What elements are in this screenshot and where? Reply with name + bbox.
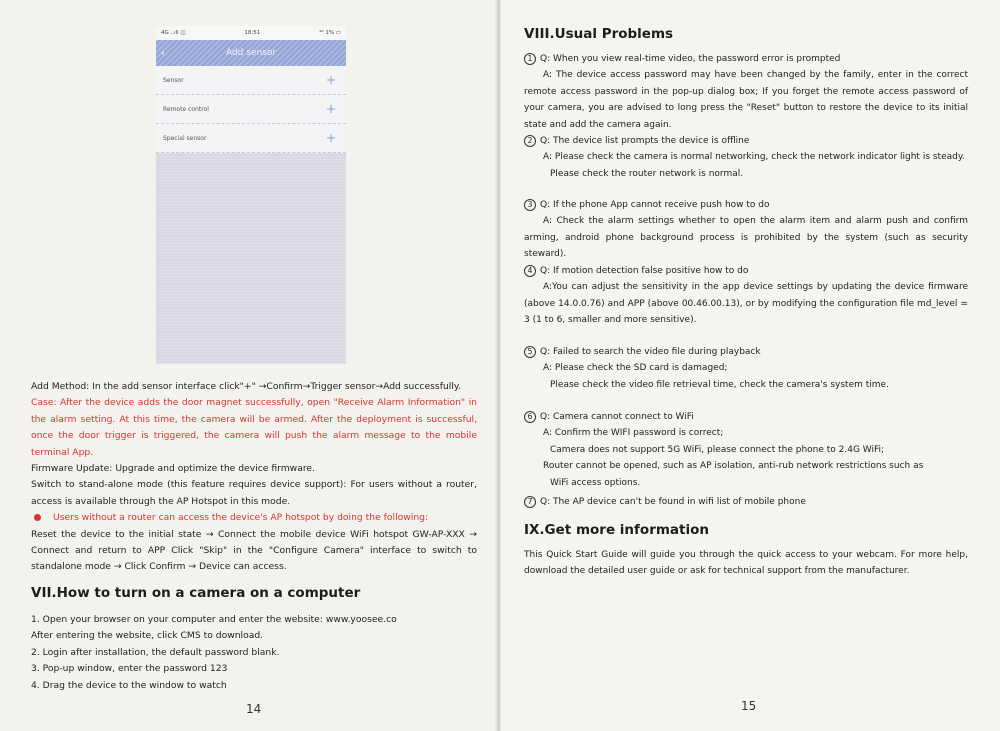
plus-icon: + bbox=[325, 102, 336, 116]
remote-control-row bbox=[156, 95, 346, 124]
answer-content: A: The device access password may have been changed by the family, enter in the correct remote access password in the pop-up dialog box; If you forget the remote access password of your camera, you are advised to long press the "Reset" button to restore the device to its initial state and add the camera again. bbox=[524, 70, 968, 130]
circled-number: 3 bbox=[524, 199, 536, 211]
answer-text: A: Confirm the WIFI password is correct; bbox=[543, 428, 724, 439]
bullet-text: Users without a router can access the device's AP hotspot by doing the following: bbox=[53, 512, 429, 524]
row-label: Sensor bbox=[163, 76, 184, 84]
question-text: Q: The device list prompts the device is offline bbox=[540, 136, 750, 146]
question bbox=[524, 409, 968, 425]
answer-text: Please check the router network is normal. bbox=[550, 168, 744, 179]
phone-app-bar bbox=[156, 40, 346, 66]
more-info-content: This Quick Start Guide will guide you through the quick access to your webcam. For more help, download the detailed user guide or ask for technical support from the manufacturer. bbox=[524, 550, 968, 577]
more-info-text bbox=[524, 547, 968, 580]
answer-text: Please check the video file retrieval time, check the camera's system time. bbox=[550, 379, 889, 390]
plus-icon: + bbox=[325, 73, 336, 87]
question-text: Q: Failed to search the video file during playback bbox=[540, 347, 761, 357]
section-viii-title: VIII.Usual Problems bbox=[524, 26, 674, 42]
firmware-update-text: Firmware Update: Upgrade and optimize the device firmware. bbox=[31, 463, 315, 475]
answer-content: A:You can adjust the sensitivity in the app device settings by updating the device firmware (above 14.0.0.76) and APP (above 00.46.00.13), or by modifying the configuration file md_level = 3 (1 to 6, smaller and more sensitive). bbox=[524, 282, 968, 326]
answer-text: Camera does not support 5G WiFi, please connect the phone to 2.4G WiFi; bbox=[550, 444, 885, 455]
circled-number: 5 bbox=[524, 346, 536, 358]
status-time: 18:51 bbox=[244, 30, 261, 36]
answer-text: A: Please check the SD card is damaged; bbox=[543, 363, 728, 374]
reset-steps-text: Reset the device to the initial state → Connect the mobile device WiFi hotspot GW-AP-XXX → Connect and return to APP Click "Skip" in the "Configure Camera" interface to switch to standalone mode → Click Confirm → Device can access. bbox=[31, 528, 477, 573]
question bbox=[524, 197, 968, 213]
add-method-text: Add Method: In the add sensor interface click"+" →Confirm→Trigger sensor→Add successfully. bbox=[31, 381, 461, 392]
question-text: Q: If the phone App cannot receive push how to do bbox=[540, 200, 770, 210]
bullet-icon bbox=[34, 514, 41, 521]
question bbox=[524, 344, 968, 360]
case-text: Case: After the device adds the door magnet successfully, open "Receive Alarm Information" in the alarm setting. At this time, the camera will be armed. After the deployment is successful, once the door trigger is triggered, the camera will push the alarm message to the mobile terminal App. bbox=[31, 397, 477, 458]
problem-1 bbox=[524, 51, 968, 133]
page-number-right: 15 bbox=[741, 699, 757, 713]
sensor-row bbox=[156, 66, 346, 95]
phone-screenshot bbox=[156, 26, 346, 364]
problem-7 bbox=[524, 494, 968, 510]
question-text: Q: When you view real-time video, the password error is prompted bbox=[540, 54, 841, 64]
problem-4 bbox=[524, 263, 968, 329]
phone-screen-title: Add sensor bbox=[225, 48, 277, 58]
plus-icon: + bbox=[325, 131, 336, 145]
row-label: Remote control bbox=[163, 105, 209, 113]
add-sensor-instructions bbox=[31, 379, 477, 576]
problem-5 bbox=[524, 344, 968, 393]
circled-number: 4 bbox=[524, 265, 536, 277]
question-text: Q: Camera cannot connect to WiFi bbox=[540, 412, 694, 422]
answer-text bbox=[524, 67, 968, 133]
question bbox=[524, 133, 968, 149]
circled-number: 6 bbox=[524, 411, 536, 423]
answer-text: WiFi access options. bbox=[550, 477, 641, 488]
phone-empty-area bbox=[156, 154, 346, 364]
computer-steps-list bbox=[31, 612, 471, 694]
circled-number: 2 bbox=[524, 135, 536, 147]
list-item: After entering the website, click CMS to download. bbox=[31, 630, 264, 642]
question bbox=[524, 263, 968, 279]
special-sensor-row bbox=[156, 124, 346, 153]
answer-text: Router cannot be opened, such as AP isolation, anti-rub network restrictions such as bbox=[543, 461, 924, 472]
question-text: Q: If motion detection false positive how to do bbox=[540, 266, 749, 276]
problem-2 bbox=[524, 133, 968, 182]
problem-3 bbox=[524, 197, 968, 263]
answer-text bbox=[524, 213, 968, 262]
list-item: 2. Login after installation, the default password blank. bbox=[31, 646, 280, 658]
question-text: Q: The AP device can't be found in wifi list of mobile phone bbox=[540, 497, 806, 507]
standalone-mode-text: Switch to stand-alone mode (this feature requires device support): For users without a router, access is available through the AP Hotspot in this mode. bbox=[31, 479, 477, 507]
left-page bbox=[0, 0, 497, 731]
phone-status-bar bbox=[156, 26, 346, 40]
battery-icon: ⁴⁶ 1% ▭ bbox=[319, 30, 341, 36]
row-label: Special sensor bbox=[163, 134, 207, 142]
list-item: 1. Open your browser on your computer and enter the website: www.yoosee.co bbox=[31, 614, 397, 625]
page-number-left: 14 bbox=[246, 702, 262, 716]
section-ix-title: IX.Get more information bbox=[524, 522, 709, 538]
list-item: 4. Drag the device to the window to watch bbox=[31, 679, 227, 691]
answer-text: A: Please check the camera is normal networking, check the network indicator light is steady. bbox=[543, 152, 965, 163]
circled-number: 7 bbox=[524, 496, 536, 508]
answer-text bbox=[524, 279, 968, 328]
ap-hotspot-bullet bbox=[31, 510, 477, 526]
list-item: 3. Pop-up window, enter the password 123 bbox=[31, 663, 228, 675]
question bbox=[524, 51, 968, 67]
problem-6 bbox=[524, 409, 968, 491]
signal-icon: 4G ..ıll ◫ bbox=[161, 30, 186, 36]
answer-content: A: Check the alarm settings whether to open the alarm item and alarm push and confirm arming, android phone background process is prohibited by the system (such as security steward). bbox=[524, 216, 968, 260]
back-arrow-icon: ‹ bbox=[161, 47, 165, 59]
circled-number: 1 bbox=[524, 53, 536, 65]
section-vii-title: VII.How to turn on a camera on a computer bbox=[31, 585, 361, 601]
question bbox=[524, 494, 968, 510]
